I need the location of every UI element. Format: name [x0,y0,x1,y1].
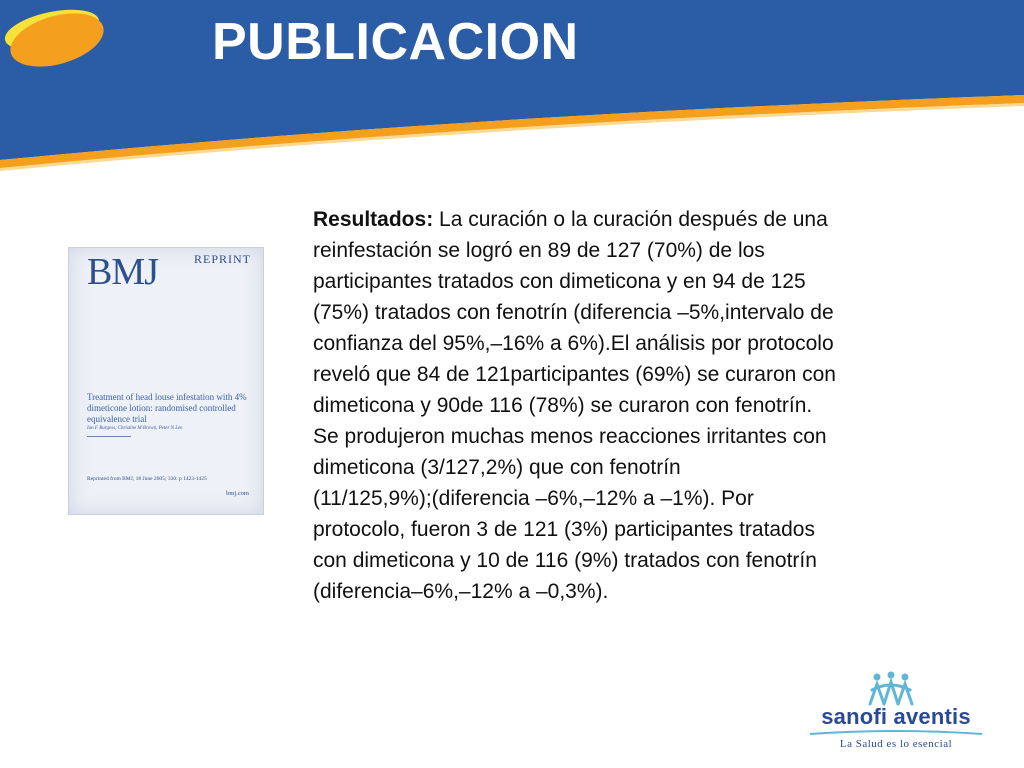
brand-oval-icon [0,0,110,70]
bmj-site: bmj.com [226,490,249,497]
bmj-reprinted-from: Reprinted from BMJ, 18 June 2005; 330: p 1423-1425 [87,476,207,482]
header-band [0,0,1024,180]
bmj-divider [87,436,131,437]
results-paragraph [313,204,963,607]
bmj-reprint-cover [68,247,264,515]
results-body: La curación o la curación después de una reinfestación se logró en 89 de 127 (70%) de los participantes tratados con dimeticona y en 94 de 125 (75%) tratados con fenotrín (diferencia –5%,intervalo de confianza del 95%,–16% a 6%).El análisis por protocolo reveló que 84 de 121participantes (69%) se curaron con dimeticona y 90de 116 (78%) se curaron con fenotrín. Se produjeron muchas menos reacciones irritantes con dimeticona (3/127,2%) que con fenotrín (11/125,9%);(diferencia –6%,–12% a –1%). Por protocolo, fueron 3 de 121 (3%) participantes tratados con dimeticona y 10 de 116 (9%) tratados con fenotrín (diferencia–6%,–12% a –0,3%). [313,208,836,603]
bmj-authors: Ian F Burgess, Christine M Brown, Peter N Lee [87,426,183,431]
brand-swoosh [800,728,992,738]
bmj-reprint-label: REPRINT [193,252,251,266]
sanofi-aventis-wordmark: sanofi aventis [821,704,971,729]
results-label: Resultados: [313,208,434,231]
sanofi-tagline: La Salud es lo esencial [839,738,953,750]
bmj-logo: BMJ [87,251,158,293]
slide-title: PUBLICACION [212,13,579,71]
bmj-article-title: Treatment of head louse infestation with 4% dimeticone lotion: randomised controlled equivalence trial [87,392,247,424]
